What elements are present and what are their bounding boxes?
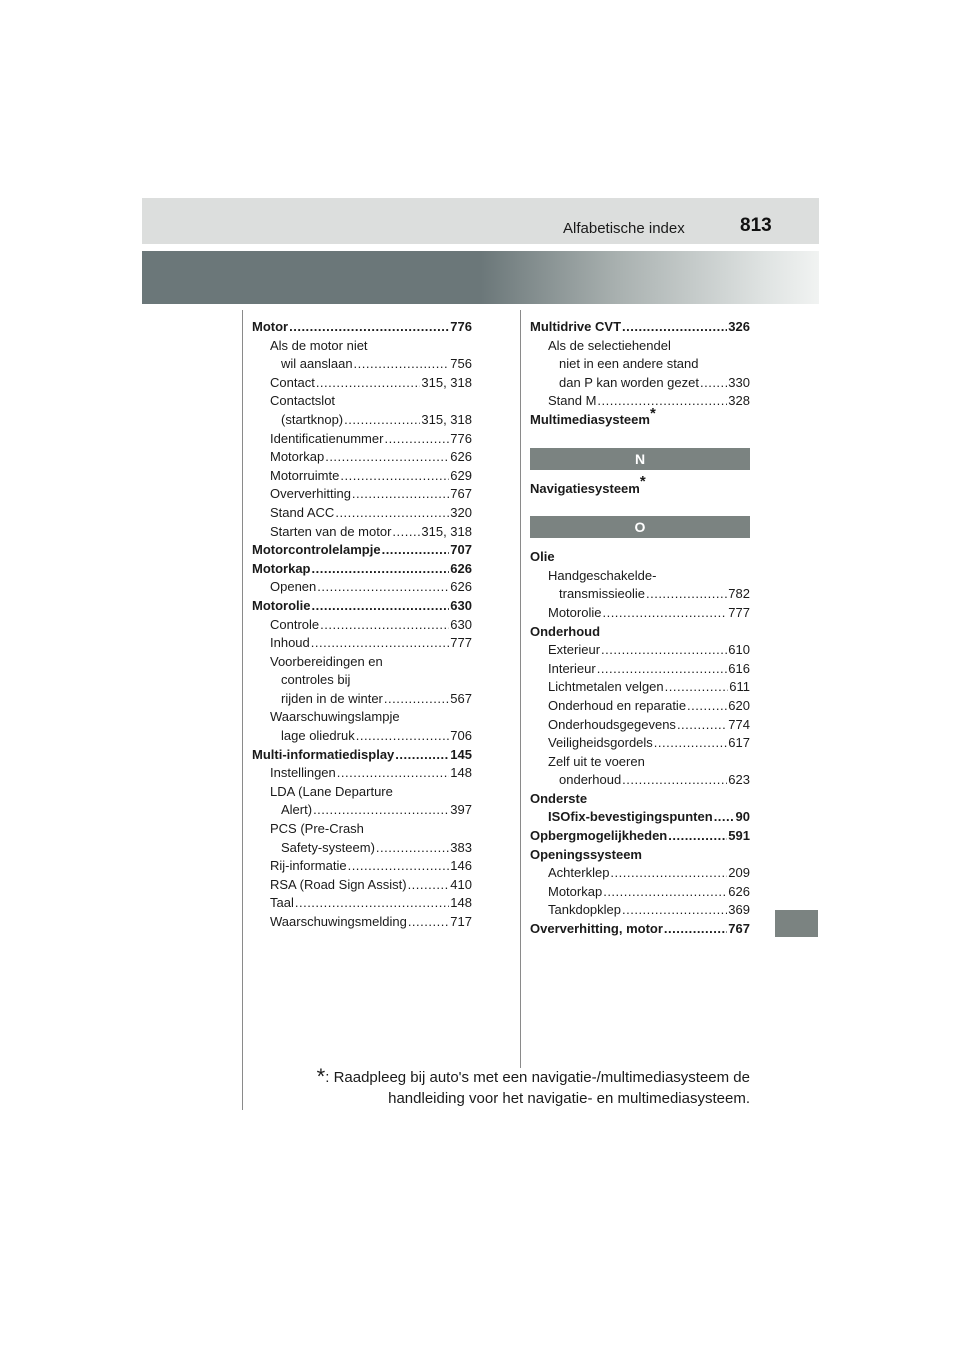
leader-dots <box>382 541 450 560</box>
entry-text: Exterieur <box>548 642 601 658</box>
entry-text: Multidrive CVT <box>530 319 622 334</box>
leader-dots <box>313 801 449 820</box>
page-number: 813 <box>740 215 772 236</box>
index-entry[interactable] <box>530 318 750 337</box>
asterisk-icon: * <box>639 473 646 491</box>
leader-dots <box>610 864 727 883</box>
index-entry: LDA (Lane Departure <box>270 783 393 799</box>
leader-dots <box>295 894 449 913</box>
thumb-index-tab <box>775 910 818 937</box>
index-entry: PCS (Pre-Crash <box>270 821 364 837</box>
leader-dots <box>597 392 727 411</box>
entry-page: 148 <box>450 765 472 781</box>
entry-text: onderhoud <box>559 772 622 788</box>
leader-dots <box>646 585 727 604</box>
index-entry: Als de motor niet <box>270 337 368 353</box>
leader-dots <box>348 857 450 876</box>
index-entry[interactable] <box>530 473 750 499</box>
entry-page: 611 <box>729 679 750 695</box>
index-entry[interactable] <box>530 883 750 902</box>
index-column-left <box>252 318 472 932</box>
entry-text: wil aanslaan <box>281 356 353 372</box>
leader-dots <box>325 448 449 467</box>
entry-text: Onderhoudsgegevens <box>548 716 676 732</box>
leader-dots <box>337 764 450 783</box>
index-entry[interactable] <box>252 690 472 709</box>
entry-page: 782 <box>728 586 750 602</box>
index-entry[interactable] <box>530 641 750 660</box>
leader-dots <box>408 876 450 895</box>
index-entry[interactable] <box>530 585 750 604</box>
entry-text: Onderhoud en reparatie <box>548 697 687 713</box>
asterisk-icon: * <box>649 404 656 422</box>
entry-text: Starten van de motor <box>270 523 392 539</box>
asterisk-icon: * <box>316 1064 326 1089</box>
entry-text: Motor <box>252 319 289 334</box>
entry-text: Motorruimte <box>270 467 340 483</box>
entry-page: 410 <box>450 876 472 892</box>
index-entry[interactable] <box>530 374 750 393</box>
leader-dots <box>714 808 735 827</box>
entry-text: transmissieolie <box>559 586 645 602</box>
entry-text: Motorkap <box>548 883 603 899</box>
entry-text: Safety-systeem) <box>281 839 375 855</box>
index-entry[interactable] <box>530 901 750 920</box>
leader-dots <box>320 616 449 635</box>
leader-dots <box>289 318 449 337</box>
column-divider <box>520 310 521 1068</box>
entry-text: Navigatiesysteem <box>530 480 640 496</box>
index-entry[interactable] <box>252 597 472 616</box>
entry-text: Stand ACC <box>270 504 335 520</box>
leader-dots <box>312 560 450 579</box>
entry-text: Contact <box>270 374 315 390</box>
entry-text: Motorkap <box>270 449 325 465</box>
leader-dots <box>664 920 727 939</box>
header-bar <box>142 198 819 244</box>
entry-page: 369 <box>728 902 750 918</box>
entry-text: Identificatienummer <box>270 430 384 446</box>
entry-page: 756 <box>450 356 472 372</box>
index-entry[interactable] <box>252 634 472 653</box>
leader-dots <box>687 697 727 716</box>
index-entry[interactable] <box>530 808 750 827</box>
entry-page: 774 <box>728 716 750 732</box>
entry-text: Stand M <box>548 393 597 409</box>
entry-text: (startknop) <box>281 411 344 427</box>
index-entry[interactable] <box>252 839 472 858</box>
index-entry[interactable] <box>252 746 472 765</box>
entry-text: Motorkap <box>252 560 311 576</box>
index-entry[interactable] <box>252 523 472 542</box>
section-title: Alfabetische index <box>563 220 685 237</box>
leader-dots <box>597 660 728 679</box>
left-divider <box>242 310 243 1110</box>
entry-page: 767 <box>450 486 472 502</box>
entry-text: rijden in de winter <box>281 690 383 706</box>
leader-dots <box>602 604 727 623</box>
entry-page: 328 <box>728 393 750 409</box>
leader-dots <box>311 634 450 653</box>
entry-page: 330 <box>728 374 750 390</box>
leader-dots <box>352 485 449 504</box>
entry-page: 209 <box>728 865 750 881</box>
index-entry: Handgeschakelde- <box>548 567 657 583</box>
entry-page: 617 <box>728 735 750 751</box>
index-entry: Contactslot <box>270 393 336 409</box>
index-entry: niet in een andere stand <box>559 356 699 372</box>
entry-page: 623 <box>728 772 750 788</box>
entry-text: ISOfix-bevestigingspunten <box>548 809 713 825</box>
index-entry[interactable] <box>530 771 750 790</box>
leader-dots <box>344 411 420 430</box>
index-entry[interactable] <box>530 827 750 846</box>
leader-dots <box>622 318 727 337</box>
index-entry[interactable] <box>530 920 750 939</box>
entry-page: 326 <box>728 319 750 334</box>
index-entry[interactable] <box>530 716 750 735</box>
entry-text: Multimediasysteem <box>530 411 650 427</box>
entry-text: RSA (Road Sign Assist) <box>270 876 407 892</box>
index-entry: Onderste <box>530 790 588 806</box>
entry-page: 777 <box>728 604 750 620</box>
entry-text: Oververhitting <box>270 486 351 502</box>
entry-page: 706 <box>450 728 472 744</box>
entry-page: 591 <box>728 828 750 844</box>
entry-text: Controle <box>270 616 320 632</box>
leader-dots <box>395 746 449 765</box>
entry-text: dan P kan worden gezet <box>559 374 699 390</box>
index-entry[interactable] <box>252 355 472 374</box>
entry-page: 620 <box>728 697 750 713</box>
leader-dots <box>603 883 727 902</box>
entry-page: 567 <box>450 690 472 706</box>
entry-page: 767 <box>728 921 750 937</box>
entry-page: 626 <box>728 883 750 899</box>
leader-dots <box>354 355 450 374</box>
section-letter-n: N <box>530 448 750 470</box>
entry-text: Alert) <box>281 802 313 818</box>
index-entry[interactable] <box>252 318 472 337</box>
index-entry[interactable] <box>530 404 750 430</box>
entry-page: 315, 318 <box>421 374 472 390</box>
entry-text: Waarschuwingsmelding <box>270 914 407 929</box>
entry-text: Interieur <box>548 660 596 676</box>
leader-dots <box>340 467 449 486</box>
leader-dots <box>384 690 449 709</box>
leader-dots <box>668 827 727 846</box>
entry-page: 90 <box>735 809 750 825</box>
footnote-line-1: : Raadpleeg bij auto's met een navigatie-/multimediasysteem de <box>325 1069 750 1086</box>
entry-page: 626 <box>450 560 472 576</box>
index-entry[interactable] <box>252 857 472 876</box>
leader-dots <box>356 727 450 746</box>
leader-dots <box>335 504 449 523</box>
entry-page: 707 <box>450 542 472 558</box>
leader-dots <box>316 374 421 393</box>
entry-page: 616 <box>728 660 750 676</box>
index-entry: Als de selectiehendel <box>548 337 671 353</box>
index-entry[interactable] <box>252 430 472 449</box>
leader-dots <box>408 913 449 932</box>
entry-text: Tankdopklep <box>548 902 621 918</box>
entry-text: Rij-informatie <box>270 858 347 874</box>
entry-page: 315, 318 <box>421 411 472 427</box>
index-entry: Openingssysteem <box>530 846 642 862</box>
entry-page: 315, 318 <box>421 523 472 539</box>
index-entry: Voorbereidingen en <box>270 653 383 669</box>
index-entry[interactable] <box>252 764 472 783</box>
leader-dots <box>376 839 449 858</box>
entry-text: Achterklep <box>548 865 610 881</box>
index-entry: Waarschuwingslampje <box>270 709 400 725</box>
index-entry[interactable] <box>252 801 472 820</box>
index-entry: controles bij <box>281 672 351 688</box>
leader-dots <box>654 734 728 753</box>
index-entry[interactable] <box>530 734 750 753</box>
index-entry[interactable] <box>530 678 750 697</box>
leader-dots <box>312 597 450 616</box>
index-entry[interactable] <box>252 467 472 486</box>
entry-text: Instellingen <box>270 765 336 781</box>
index-entry[interactable] <box>252 504 472 523</box>
entry-page: 776 <box>450 319 472 334</box>
entry-text: Opbergmogelijkheden <box>530 828 668 844</box>
entry-page: 630 <box>450 616 472 632</box>
index-entry: Olie <box>530 549 555 565</box>
entry-text: Veiligheidsgordels <box>548 735 653 751</box>
footnote-line-2: handleiding voor het navigatie- en multimediasysteem. <box>388 1090 750 1107</box>
entry-text: Motorolie <box>252 597 311 613</box>
index-entry[interactable] <box>252 727 472 746</box>
entry-page: 610 <box>728 642 750 658</box>
index-entry[interactable] <box>530 604 750 623</box>
entry-text: Motorcontrolelampje <box>252 542 381 558</box>
leader-dots <box>317 578 449 597</box>
entry-page: 320 <box>450 504 472 520</box>
entry-text: Taal <box>270 895 294 911</box>
entry-text: lage oliedruk <box>281 728 355 744</box>
entry-page: 777 <box>450 635 472 651</box>
index-entry: Zelf uit te voeren <box>548 753 645 769</box>
entry-page: 145 <box>450 746 472 762</box>
leader-dots <box>677 716 727 735</box>
leader-dots <box>622 771 727 790</box>
index-entry[interactable] <box>530 864 750 883</box>
entry-text: Lichtmetalen velgen <box>548 679 664 695</box>
entry-text: Motorolie <box>548 604 602 620</box>
entry-page: 146 <box>450 858 472 874</box>
entry-page: 626 <box>450 449 472 465</box>
entry-page: 626 <box>450 579 472 595</box>
entry-page: 629 <box>450 467 472 483</box>
index-entry[interactable] <box>252 894 472 913</box>
entry-page: 717 <box>450 914 472 929</box>
leader-dots <box>601 641 727 660</box>
entry-text: Openen <box>270 579 317 595</box>
entry-page: 383 <box>450 839 472 855</box>
entry-page: 776 <box>450 430 472 446</box>
leader-dots <box>622 901 727 920</box>
index-entry[interactable] <box>530 392 750 411</box>
index-entry[interactable] <box>252 411 472 430</box>
index-entry[interactable] <box>252 578 472 597</box>
index-entry[interactable] <box>252 913 472 932</box>
entry-text: Inhoud <box>270 635 310 651</box>
entry-page: 630 <box>450 597 472 613</box>
leader-dots <box>384 430 449 449</box>
entry-text: Multi-informatiedisplay <box>252 746 395 762</box>
index-entry[interactable] <box>252 374 472 393</box>
index-column-right <box>530 318 750 939</box>
leader-dots <box>392 523 420 542</box>
index-entry: Onderhoud <box>530 623 601 639</box>
index-entry[interactable] <box>530 697 750 716</box>
footnote <box>306 1066 750 1109</box>
index-entry[interactable] <box>530 660 750 679</box>
leader-dots <box>700 374 727 393</box>
index-entry[interactable] <box>252 616 472 635</box>
index-entry[interactable] <box>252 485 472 504</box>
header-band <box>142 251 819 304</box>
entry-page: 148 <box>450 895 472 911</box>
index-entry[interactable] <box>252 541 472 560</box>
entry-text: Oververhitting, motor <box>530 921 663 937</box>
index-entry[interactable] <box>252 448 472 467</box>
index-entry[interactable] <box>252 876 472 895</box>
section-letter-o: O <box>530 516 750 538</box>
entry-page: 397 <box>450 802 472 818</box>
leader-dots <box>665 678 729 697</box>
index-entry[interactable] <box>252 560 472 579</box>
